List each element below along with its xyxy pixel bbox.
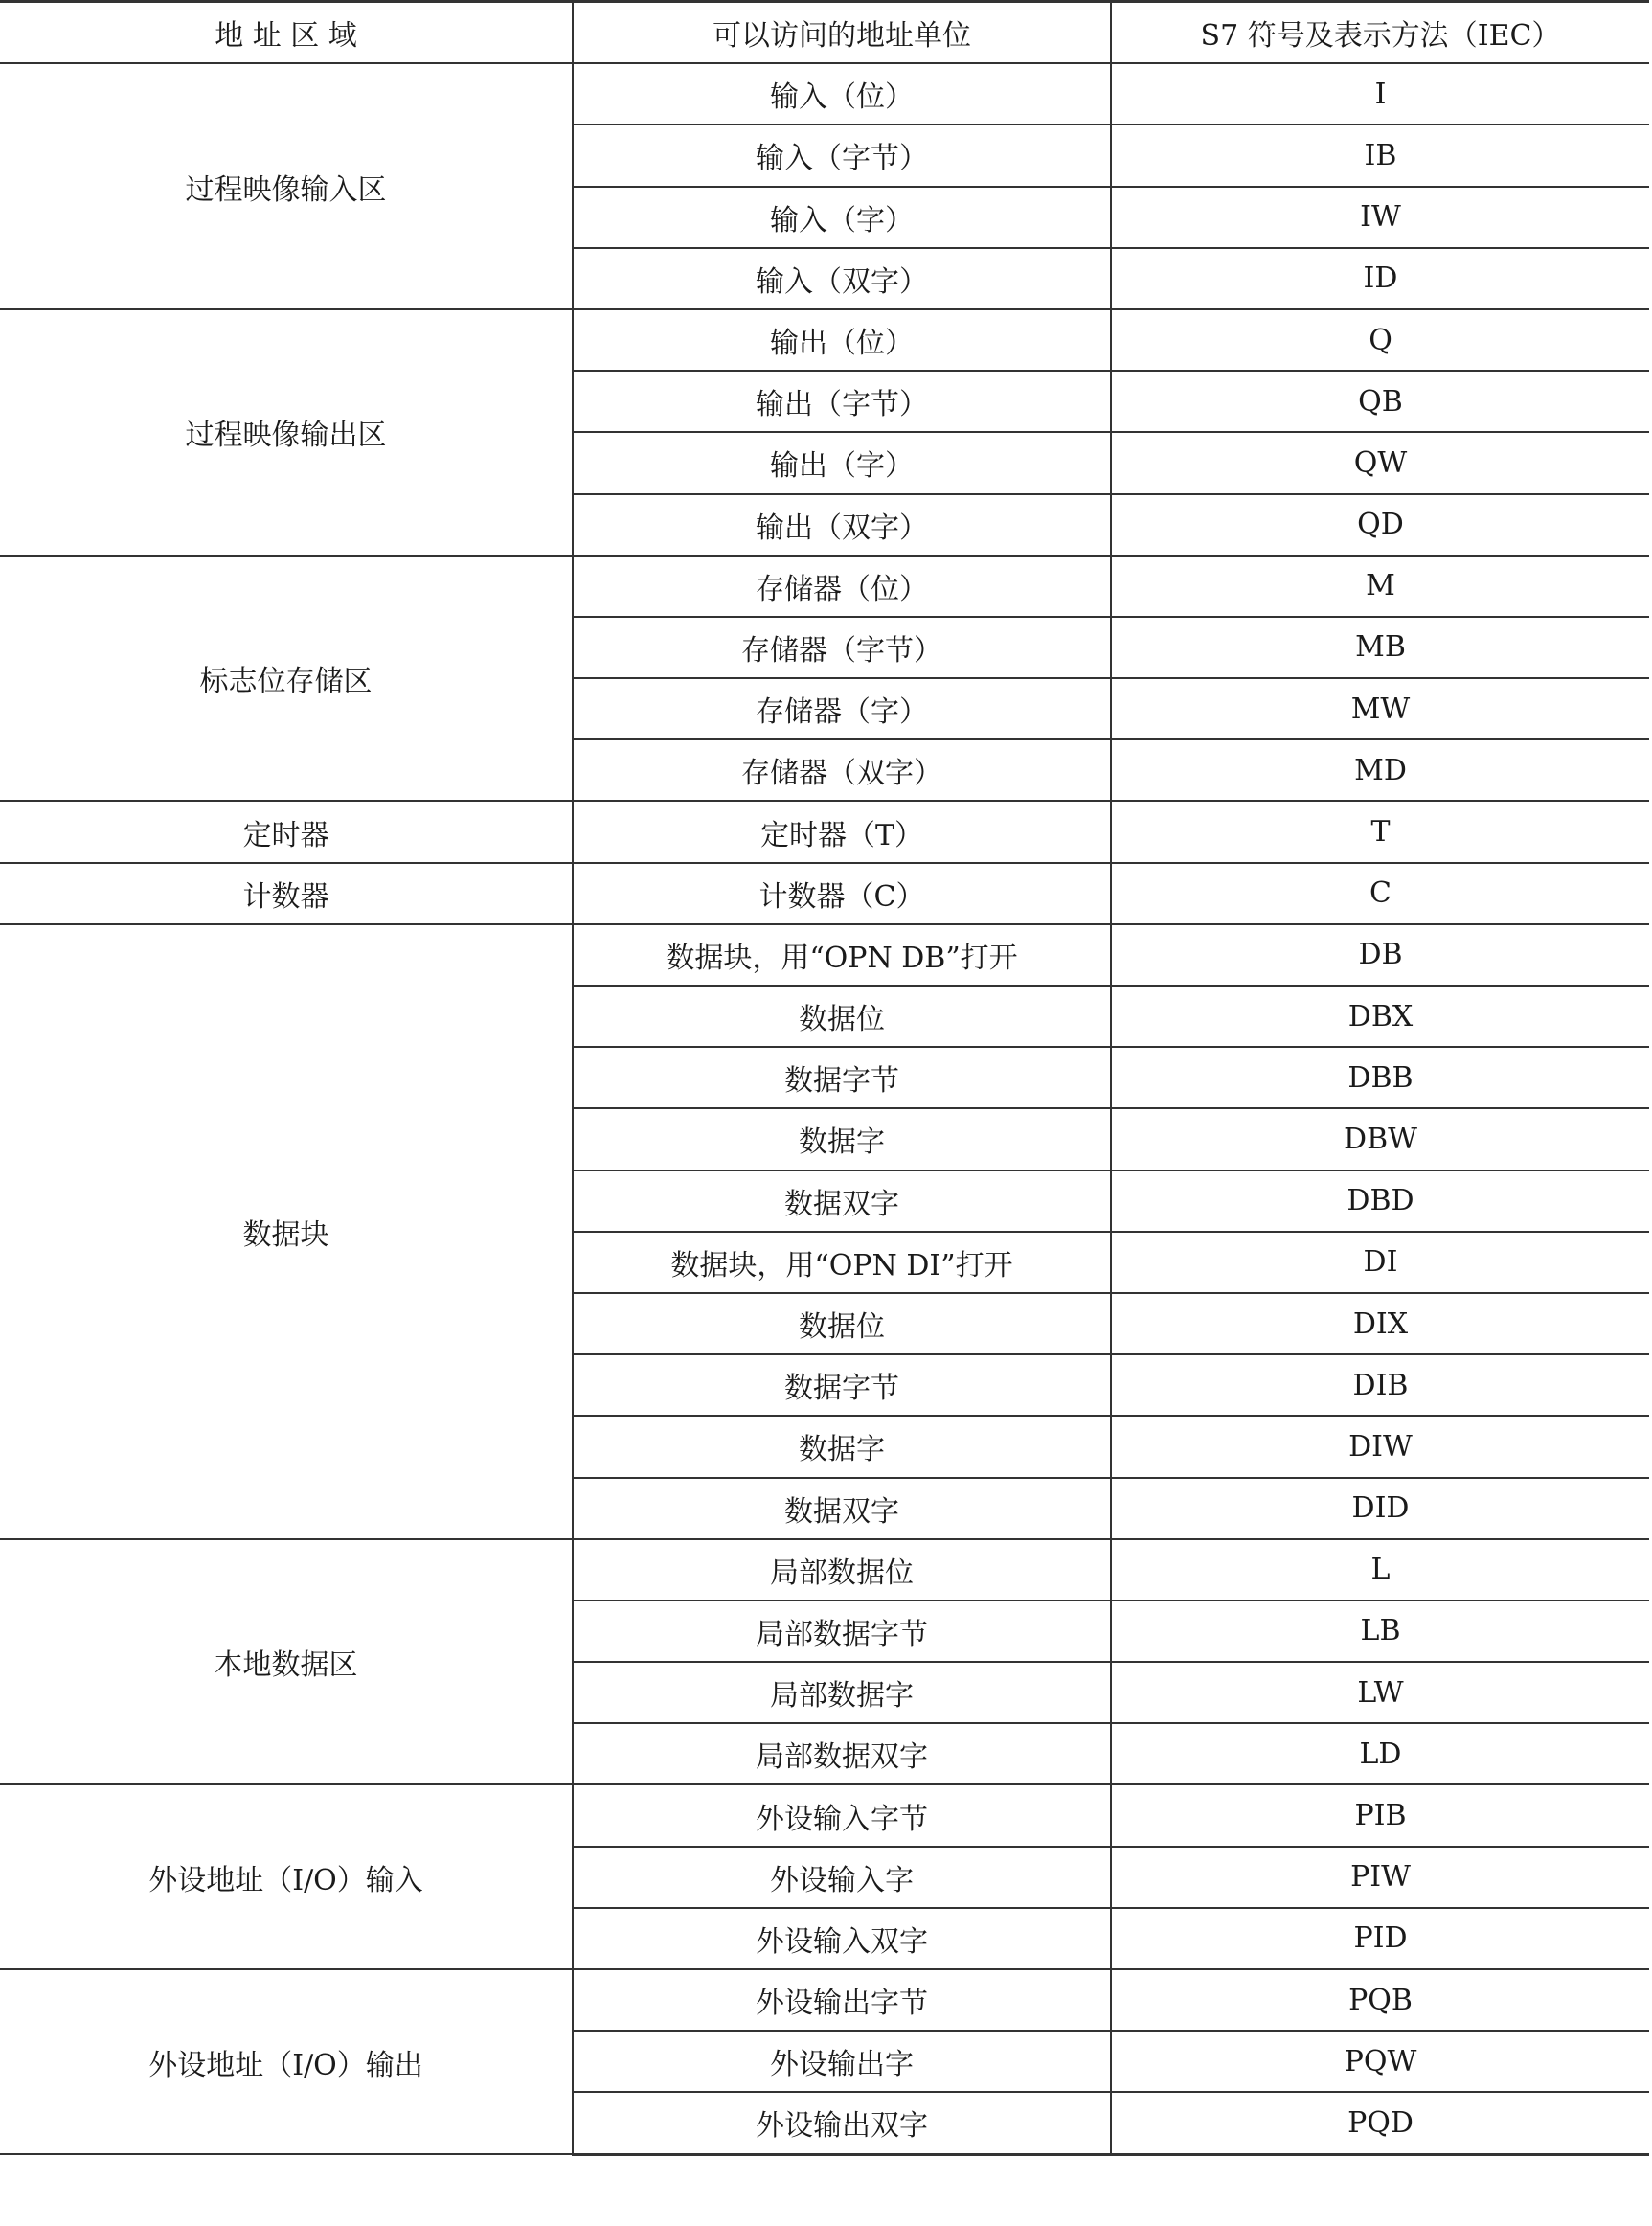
address-unit-cell: 输入（双字）	[573, 248, 1111, 309]
s7-symbol-cell: MB	[1111, 617, 1649, 678]
s7-symbol-cell: QW	[1111, 432, 1649, 493]
address-unit-cell: 存储器（位）	[573, 556, 1111, 617]
address-area-cell: 标志位存储区	[0, 556, 573, 802]
table-row	[0, 1539, 1649, 1601]
s7-symbol-cell: DBD	[1111, 1170, 1649, 1232]
address-unit-cell: 输入（字节）	[573, 125, 1111, 186]
address-unit-cell: 外设输入双字	[573, 1908, 1111, 1969]
table-row	[0, 309, 1649, 371]
address-unit-cell: 外设输入字	[573, 1847, 1111, 1908]
address-area-cell: 过程映像输入区	[0, 63, 573, 309]
address-unit-cell: 输出（位）	[573, 309, 1111, 371]
address-unit-cell: 存储器（双字）	[573, 739, 1111, 801]
address-unit-cell: 数据位	[573, 986, 1111, 1047]
s7-symbol-cell: DBW	[1111, 1108, 1649, 1170]
s7-symbol-cell: IB	[1111, 125, 1649, 186]
s7-symbol-cell: I	[1111, 63, 1649, 125]
address-unit-cell: 外设输入字节	[573, 1784, 1111, 1846]
address-unit-cell: 局部数据字节	[573, 1601, 1111, 1662]
s7-symbol-cell: MW	[1111, 678, 1649, 739]
address-unit-cell: 数据字节	[573, 1047, 1111, 1108]
table-row	[0, 556, 1649, 617]
s7-symbol-cell: PQB	[1111, 1969, 1649, 2031]
s7-symbol-cell: QD	[1111, 494, 1649, 556]
address-unit-cell: 局部数据位	[573, 1539, 1111, 1601]
address-unit-cell: 局部数据双字	[573, 1723, 1111, 1784]
s7-symbol-cell: T	[1111, 801, 1649, 862]
table-body	[0, 63, 1649, 2154]
address-area-cell: 本地数据区	[0, 1539, 573, 1785]
address-unit-cell: 数据块，用“OPN DI”打开	[573, 1232, 1111, 1293]
header-accessible-unit: 可以访问的地址单位	[573, 2, 1111, 64]
table-row	[0, 863, 1649, 924]
address-unit-cell: 定时器（T）	[573, 801, 1111, 862]
s7-symbol-cell: PID	[1111, 1908, 1649, 1969]
address-unit-cell: 外设输出字节	[573, 1969, 1111, 2031]
address-unit-cell: 外设输出双字	[573, 2092, 1111, 2154]
s7-symbol-cell: Q	[1111, 309, 1649, 371]
address-unit-cell: 数据位	[573, 1293, 1111, 1354]
address-unit-cell: 数据字	[573, 1416, 1111, 1477]
s7-symbol-cell: IW	[1111, 187, 1649, 248]
address-unit-cell: 输出（字节）	[573, 371, 1111, 432]
address-unit-cell: 输入（位）	[573, 63, 1111, 125]
table-header-row	[0, 2, 1649, 64]
s7-symbol-cell: PQW	[1111, 2031, 1649, 2092]
table-row	[0, 63, 1649, 125]
table-row	[0, 801, 1649, 862]
address-unit-cell: 数据块，用“OPN DB”打开	[573, 924, 1111, 986]
s7-symbol-cell: M	[1111, 556, 1649, 617]
address-area-cell: 计数器	[0, 863, 573, 924]
s7-symbol-cell: LD	[1111, 1723, 1649, 1784]
header-address-area: 地 址 区 域	[0, 2, 573, 64]
s7-symbol-cell: DBB	[1111, 1047, 1649, 1108]
table-row	[0, 1784, 1649, 1846]
address-unit-cell: 存储器（字节）	[573, 617, 1111, 678]
s7-symbol-cell: PQD	[1111, 2092, 1649, 2154]
address-area-cell: 过程映像输出区	[0, 309, 573, 556]
s7-symbol-cell: DID	[1111, 1478, 1649, 1539]
s7-symbol-cell: QB	[1111, 371, 1649, 432]
address-unit-cell: 存储器（字）	[573, 678, 1111, 739]
s7-symbol-cell: LW	[1111, 1662, 1649, 1723]
address-unit-cell: 输入（字）	[573, 187, 1111, 248]
address-unit-cell: 数据字	[573, 1108, 1111, 1170]
table-row	[0, 1969, 1649, 2031]
address-unit-cell: 数据字节	[573, 1354, 1111, 1416]
s7-symbol-cell: C	[1111, 863, 1649, 924]
address-unit-cell: 外设输出字	[573, 2031, 1111, 2092]
s7-symbol-cell: DBX	[1111, 986, 1649, 1047]
address-area-cell: 外设地址（I/O）输入	[0, 1784, 573, 1969]
s7-symbol-cell: DIB	[1111, 1354, 1649, 1416]
s7-symbol-cell: DIW	[1111, 1416, 1649, 1477]
header-s7-symbol: S7 符号及表示方法（IEC）	[1111, 2, 1649, 64]
s7-symbol-cell: PIB	[1111, 1784, 1649, 1846]
address-unit-cell: 局部数据字	[573, 1662, 1111, 1723]
s7-symbol-cell: ID	[1111, 248, 1649, 309]
s7-symbol-cell: L	[1111, 1539, 1649, 1601]
s7-symbol-cell: DIX	[1111, 1293, 1649, 1354]
address-unit-cell: 输出（字）	[573, 432, 1111, 493]
s7-symbol-cell: DI	[1111, 1232, 1649, 1293]
address-unit-cell: 数据双字	[573, 1478, 1111, 1539]
address-unit-cell: 计数器（C）	[573, 863, 1111, 924]
address-area-cell: 定时器	[0, 801, 573, 862]
address-area-cell: 数据块	[0, 924, 573, 1539]
address-unit-cell: 数据双字	[573, 1170, 1111, 1232]
table-row	[0, 924, 1649, 986]
s7-symbol-cell: DB	[1111, 924, 1649, 986]
address-unit-cell: 输出（双字）	[573, 494, 1111, 556]
s7-symbol-cell: MD	[1111, 739, 1649, 801]
s7-symbol-cell: LB	[1111, 1601, 1649, 1662]
address-area-cell: 外设地址（I/O）输出	[0, 1969, 573, 2154]
s7-symbol-cell: PIW	[1111, 1847, 1649, 1908]
